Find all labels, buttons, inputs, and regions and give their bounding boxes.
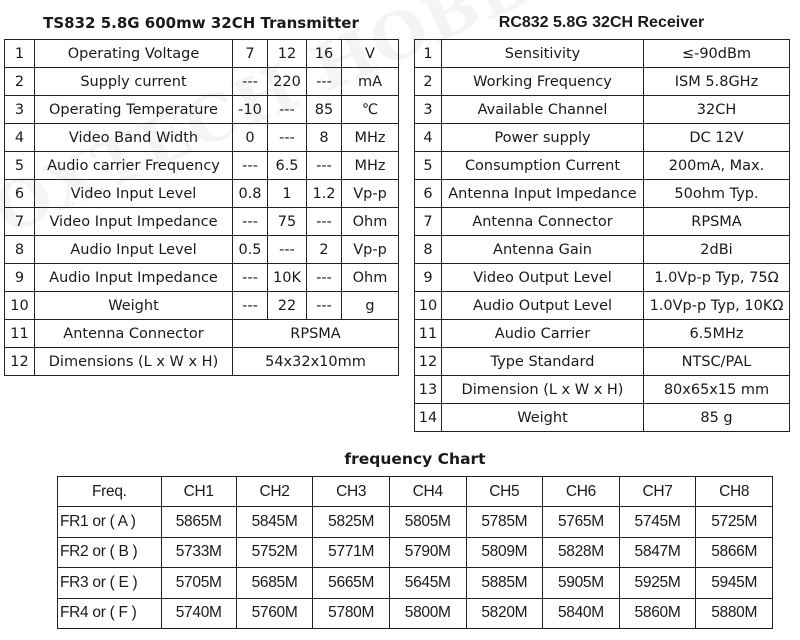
- parameter-name: Antenna Gain: [442, 236, 644, 264]
- receiver-title: RC832 5.8G 32CH Receiver: [498, 14, 705, 31]
- row-number: 14: [415, 404, 442, 432]
- receiver-row: [415, 264, 790, 292]
- frequency-value: 5760M: [236, 598, 313, 628]
- row-number: 8: [5, 236, 35, 264]
- row-number: 1: [5, 40, 35, 68]
- parameter-name: Dimensions (L x W x H): [35, 348, 233, 376]
- parameter-value: 2dBi: [644, 236, 790, 264]
- frequency-band-row: [58, 598, 773, 628]
- row-number: 6: [415, 180, 442, 208]
- typ-value: ---: [268, 236, 307, 264]
- band-label: FR3 or ( E ): [58, 568, 162, 598]
- frequency-value: 5845M: [236, 507, 313, 537]
- row-number: 9: [415, 264, 442, 292]
- parameter-name: Audio Carrier: [442, 320, 644, 348]
- parameter-value: 1.0Vp-p Typ, 10KΩ: [644, 292, 790, 320]
- frequency-value: 5945M: [696, 568, 773, 598]
- frequency-value: 5880M: [696, 598, 773, 628]
- receiver-row: [415, 152, 790, 180]
- parameter-name: Type Standard: [442, 348, 644, 376]
- channel-header: CH4: [389, 477, 466, 507]
- parameter-name: Dimension (L x W x H): [442, 376, 644, 404]
- frequency-header-row: [58, 477, 773, 507]
- frequency-value: 5752M: [236, 537, 313, 567]
- receiver-row: [415, 348, 790, 376]
- unit: Ohm: [342, 208, 399, 236]
- transmitter-row: [5, 40, 399, 68]
- parameter-value: ≤-90dBm: [644, 40, 790, 68]
- max-value: 2: [307, 236, 342, 264]
- frequency-value: 5925M: [619, 568, 696, 598]
- receiver-row: [415, 96, 790, 124]
- max-value: 85: [307, 96, 342, 124]
- frequency-value: 5785M: [466, 507, 543, 537]
- receiver-row: [415, 376, 790, 404]
- parameter-value: 50ohm Typ.: [644, 180, 790, 208]
- parameter-name: Video Output Level: [442, 264, 644, 292]
- frequency-value: 5805M: [389, 507, 466, 537]
- parameter-value: 32CH: [644, 96, 790, 124]
- transmitter-row: [5, 348, 399, 376]
- receiver-row: [415, 292, 790, 320]
- parameter-value: RPSMA: [233, 320, 399, 348]
- frequency-value: 5847M: [619, 537, 696, 567]
- row-number: 11: [5, 320, 35, 348]
- parameter-value: NTSC/PAL: [644, 348, 790, 376]
- frequency-value: 5740M: [161, 598, 236, 628]
- max-value: 8: [307, 124, 342, 152]
- max-value: ---: [307, 264, 342, 292]
- receiver-row: [415, 404, 790, 432]
- parameter-name: Supply current: [35, 68, 233, 96]
- channel-header: CH6: [543, 477, 620, 507]
- transmitter-row: [5, 124, 399, 152]
- channel-header: CH7: [619, 477, 696, 507]
- min-value: 0.5: [233, 236, 268, 264]
- typ-value: 1: [268, 180, 307, 208]
- parameter-name: Video Input Level: [35, 180, 233, 208]
- min-value: ---: [233, 68, 268, 96]
- transmitter-spec-table: [4, 39, 399, 376]
- frequency-value: 5725M: [696, 507, 773, 537]
- parameter-name: Operating Temperature: [35, 96, 233, 124]
- freq-header: Freq.: [58, 477, 162, 507]
- frequency-value: 5780M: [313, 598, 390, 628]
- frequency-band-row: [58, 568, 773, 598]
- row-number: 2: [415, 68, 442, 96]
- frequency-value: 5665M: [313, 568, 390, 598]
- parameter-name: Sensitivity: [442, 40, 644, 68]
- unit: V: [342, 40, 399, 68]
- frequency-band-row: [58, 507, 773, 537]
- frequency-value: 5840M: [543, 598, 620, 628]
- parameter-name: Working Frequency: [442, 68, 644, 96]
- max-value: 16: [307, 40, 342, 68]
- transmitter-row: [5, 320, 399, 348]
- parameter-name: Weight: [35, 292, 233, 320]
- parameter-name: Operating Voltage: [35, 40, 233, 68]
- row-number: 4: [415, 124, 442, 152]
- min-value: -10: [233, 96, 268, 124]
- typ-value: 12: [268, 40, 307, 68]
- max-value: ---: [307, 68, 342, 96]
- max-value: ---: [307, 152, 342, 180]
- frequency-value: 5905M: [543, 568, 620, 598]
- max-value: ---: [307, 292, 342, 320]
- parameter-value: 1.0Vp-p Typ, 75Ω: [644, 264, 790, 292]
- typ-value: 10K: [268, 264, 307, 292]
- unit: MHz: [342, 124, 399, 152]
- row-number: 3: [415, 96, 442, 124]
- receiver-row: [415, 68, 790, 96]
- row-number: 6: [5, 180, 35, 208]
- parameter-name: Audio Output Level: [442, 292, 644, 320]
- min-value: 0.8: [233, 180, 268, 208]
- parameter-value: 85 g: [644, 404, 790, 432]
- band-label: FR1 or ( A ): [58, 507, 162, 537]
- parameter-name: Video Band Width: [35, 124, 233, 152]
- band-label: FR4 or ( F ): [58, 598, 162, 628]
- frequency-value: 5860M: [619, 598, 696, 628]
- frequency-value: 5809M: [466, 537, 543, 567]
- typ-value: 22: [268, 292, 307, 320]
- parameter-name: Antenna Input Impedance: [442, 180, 644, 208]
- frequency-value: 5765M: [543, 507, 620, 537]
- min-value: ---: [233, 208, 268, 236]
- typ-value: 220: [268, 68, 307, 96]
- frequency-chart-table: [57, 476, 773, 629]
- row-number: 10: [5, 292, 35, 320]
- parameter-value: DC 12V: [644, 124, 790, 152]
- min-value: ---: [233, 264, 268, 292]
- channel-header: CH8: [696, 477, 773, 507]
- row-number: 2: [5, 68, 35, 96]
- transmitter-row: [5, 152, 399, 180]
- row-number: 12: [5, 348, 35, 376]
- min-value: ---: [233, 292, 268, 320]
- parameter-name: Audio Input Impedance: [35, 264, 233, 292]
- unit: Vp-p: [342, 180, 399, 208]
- channel-header: CH2: [236, 477, 313, 507]
- transmitter-row: [5, 292, 399, 320]
- parameter-value: 6.5MHz: [644, 320, 790, 348]
- row-number: 1: [415, 40, 442, 68]
- row-number: 3: [5, 96, 35, 124]
- min-value: ---: [233, 152, 268, 180]
- transmitter-row: [5, 96, 399, 124]
- frequency-value: 5771M: [313, 537, 390, 567]
- unit: Ohm: [342, 264, 399, 292]
- parameter-name: Antenna Connector: [35, 320, 233, 348]
- channel-header: CH5: [466, 477, 543, 507]
- frequency-value: 5820M: [466, 598, 543, 628]
- receiver-row: [415, 236, 790, 264]
- receiver-row: [415, 40, 790, 68]
- frequency-value: 5825M: [313, 507, 390, 537]
- receiver-row: [415, 320, 790, 348]
- row-number: 5: [5, 152, 35, 180]
- max-value: 1.2: [307, 180, 342, 208]
- row-number: 12: [415, 348, 442, 376]
- parameter-name: Audio Input Level: [35, 236, 233, 264]
- row-number: 13: [415, 376, 442, 404]
- parameter-name: Weight: [442, 404, 644, 432]
- receiver-spec-table: [414, 39, 790, 432]
- transmitter-row: [5, 264, 399, 292]
- frequency-value: 5885M: [466, 568, 543, 598]
- parameter-name: Available Channel: [442, 96, 644, 124]
- parameter-value: RPSMA: [644, 208, 790, 236]
- typ-value: ---: [268, 96, 307, 124]
- transmitter-row: [5, 68, 399, 96]
- frequency-value: 5865M: [161, 507, 236, 537]
- unit: MHz: [342, 152, 399, 180]
- transmitter-row: [5, 180, 399, 208]
- frequency-value: 5800M: [389, 598, 466, 628]
- unit: mA: [342, 68, 399, 96]
- channel-header: CH3: [313, 477, 390, 507]
- frequency-value: 5828M: [543, 537, 620, 567]
- parameter-value: 54x32x10mm: [233, 348, 399, 376]
- frequency-value: 5705M: [161, 568, 236, 598]
- frequency-value: 5866M: [696, 537, 773, 567]
- transmitter-row: [5, 208, 399, 236]
- band-label: FR2 or ( B ): [58, 537, 162, 567]
- receiver-row: [415, 180, 790, 208]
- frequency-value: 5645M: [389, 568, 466, 598]
- row-number: 4: [5, 124, 35, 152]
- parameter-name: Video Input Impedance: [35, 208, 233, 236]
- row-number: 7: [5, 208, 35, 236]
- row-number: 7: [415, 208, 442, 236]
- unit: g: [342, 292, 399, 320]
- row-number: 5: [415, 152, 442, 180]
- row-number: 11: [415, 320, 442, 348]
- transmitter-title: TS832 5.8G 600mw 32CH Transmitter: [43, 14, 359, 32]
- parameter-name: Audio carrier Frequency: [35, 152, 233, 180]
- frequency-value: 5733M: [161, 537, 236, 567]
- min-value: 7: [233, 40, 268, 68]
- row-number: 8: [415, 236, 442, 264]
- unit: Vp-p: [342, 236, 399, 264]
- receiver-row: [415, 124, 790, 152]
- frequency-chart-title: frequency Chart: [344, 450, 486, 468]
- transmitter-row: [5, 236, 399, 264]
- frequency-value: 5745M: [619, 507, 696, 537]
- parameter-name: Power supply: [442, 124, 644, 152]
- unit: ℃: [342, 96, 399, 124]
- typ-value: 75: [268, 208, 307, 236]
- frequency-value: 5685M: [236, 568, 313, 598]
- frequency-band-row: [58, 537, 773, 567]
- receiver-row: [415, 208, 790, 236]
- parameter-value: 80x65x15 mm: [644, 376, 790, 404]
- channel-header: CH1: [161, 477, 236, 507]
- parameter-value: ISM 5.8GHz: [644, 68, 790, 96]
- parameter-value: 200mA, Max.: [644, 152, 790, 180]
- min-value: 0: [233, 124, 268, 152]
- row-number: 9: [5, 264, 35, 292]
- typ-value: ---: [268, 124, 307, 152]
- frequency-value: 5790M: [389, 537, 466, 567]
- typ-value: 6.5: [268, 152, 307, 180]
- row-number: 10: [415, 292, 442, 320]
- max-value: ---: [307, 208, 342, 236]
- parameter-name: Consumption Current: [442, 152, 644, 180]
- parameter-name: Antenna Connector: [442, 208, 644, 236]
